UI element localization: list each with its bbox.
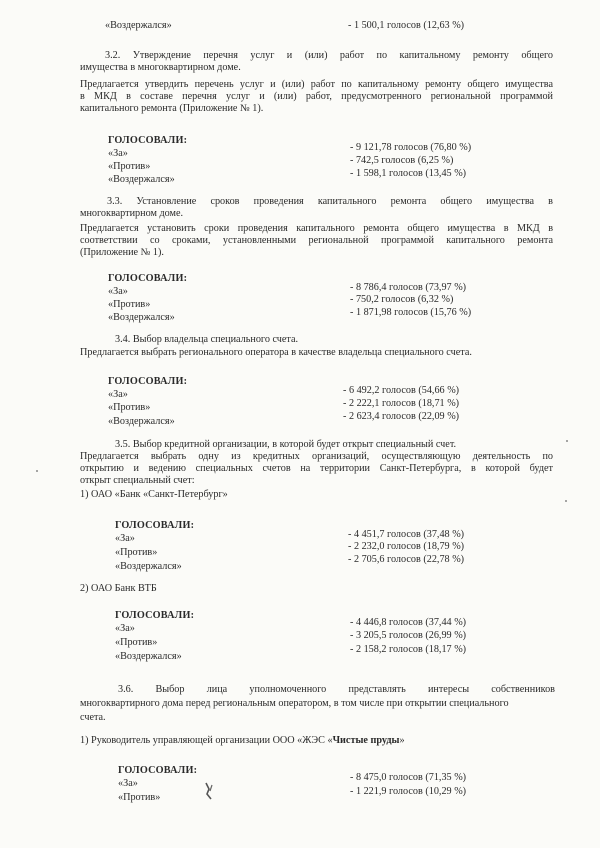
scan-speck — [565, 500, 567, 502]
section-3-2-title: 3.2. Утверждение перечня услуг и (или) работ по капитальному ремонту общего — [105, 50, 553, 61]
section-3-2-title-cont: имущества в многоквартирном доме. — [80, 62, 241, 73]
section-3-2-proposal-l2: в МКД в составе перечня услуг и (или) работ, предусмотренного региональной программой — [80, 91, 553, 102]
section-3-5-bank-1-for-label: «За» — [115, 533, 135, 544]
section-3-5-bank-2: 2) ОАО Банк ВТБ — [80, 583, 157, 594]
section-3-2-for-result: - 9 121,78 голосов (76,80 %) — [350, 142, 472, 153]
section-3-3-voted-heading: ГОЛОСОВАЛИ: — [108, 273, 188, 284]
section-3-2-proposal-l3: капитального ремонта (Приложение № 1). — [80, 103, 264, 114]
section-3-4-against-label: «Против» — [108, 402, 151, 413]
section-3-5-bank-1: 1) ОАО «Банк «Санкт-Петербург» — [80, 489, 228, 500]
section-3-3-abstain-label: «Воздержался» — [108, 312, 175, 323]
section-3-6-title-cont-2: счета. — [80, 712, 106, 723]
section-3-5-proposal-l1: Предлагается выбрать одну из кредитных организаций, осуществляющую деятельность по — [80, 451, 553, 462]
section-3-2-voted-heading: ГОЛОСОВАЛИ: — [108, 135, 188, 146]
section-3-6-against-label: «Против» — [118, 792, 161, 803]
section-3-3-for-label: «За» — [108, 286, 128, 297]
section-3-3-title-cont: многоквартирном доме. — [80, 208, 184, 219]
section-3-5-bank-2-voted-heading: ГОЛОСОВАЛИ: — [115, 610, 195, 621]
section-3-3-against-result: - 750,2 голосов (6,32 %) — [350, 294, 454, 305]
section-3-6-for-result: - 8 475,0 голосов (71,35 %) — [350, 772, 467, 783]
section-3-5-proposal-l2: открытию и ведению специальных счетов на территории Санкт-Петербурга, в которой будет — [80, 463, 553, 474]
section-3-5-bank-1-against-result: - 2 232,0 голосов (18,79 %) — [348, 541, 465, 552]
section-3-5-bank-2-for-label: «За» — [115, 623, 135, 634]
section-3-2-proposal-l1: Предлагается утвердить перечень услуг и (или) работ по капитальному ремонту общего имущества — [80, 79, 553, 90]
ink-smudge-mark — [200, 780, 220, 802]
section-3-5-bank-2-against-result: - 3 205,5 голосов (26,99 %) — [350, 630, 467, 641]
candidate-1-company-name: Чистые пруды — [332, 735, 400, 746]
section-3-4-proposal: Предлагается выбрать регионального оператора в качестве владельца специального счета. — [80, 347, 472, 358]
section-3-5-bank-2-against-label: «Против» — [115, 637, 158, 648]
candidate-1-suffix: » — [399, 735, 405, 746]
scan-speck — [566, 440, 568, 442]
section-3-4-title: 3.4. Выбор владельца специального счета. — [115, 334, 299, 345]
section-3-6-title-cont: многоквартирного дома перед региональным оператором, в том числе при открытии специального — [80, 698, 509, 709]
section-3-4-for-label: «За» — [108, 389, 128, 400]
section-3-2-against-label: «Против» — [108, 161, 151, 172]
section-3-6-against-result: - 1 221,9 голосов (10,29 %) — [350, 786, 467, 797]
section-3-5-title: 3.5. Выбор кредитной организации, в которой будет открыт специальный счет. — [115, 439, 457, 450]
section-3-4-against-result: - 2 222,1 голосов (18,71 %) — [343, 398, 460, 409]
section-3-4-for-result: - 6 492,2 голосов (54,66 %) — [343, 385, 460, 396]
section-3-4-abstain-label: «Воздержался» — [108, 416, 175, 427]
section-3-6-title: 3.6. Выбор лица уполномоченного представлять интересы собственников — [118, 684, 555, 695]
section-3-4-voted-heading: ГОЛОСОВАЛИ: — [108, 376, 188, 387]
section-3-5-bank-1-abstain-label: «Воздержался» — [115, 561, 182, 572]
section-3-2-abstain-result: - 1 598,1 голосов (13,45 %) — [350, 168, 467, 179]
section-3-5-bank-2-abstain-result: - 2 158,2 голосов (18,17 %) — [350, 644, 467, 655]
section-3-5-bank-1-against-label: «Против» — [115, 547, 158, 558]
section-3-5-bank-2-for-result: - 4 446,8 голосов (37,44 %) — [350, 617, 467, 628]
scan-speck — [36, 470, 38, 472]
section-3-3-for-result: - 8 786,4 голосов (73,97 %) — [350, 282, 467, 293]
top-abstain-result: - 1 500,1 голосов (12,63 %) — [348, 20, 465, 31]
section-3-5-bank-2-abstain-label: «Воздержался» — [115, 651, 182, 662]
section-3-3-proposal-l1: Предлагается установить сроки проведения капитального ремонта общего имущества в МКД в — [80, 223, 553, 234]
section-3-2-abstain-label: «Воздержался» — [108, 174, 175, 185]
section-3-3-title: 3.3. Установление сроков проведения капитального ремонта общего имущества в — [107, 196, 553, 207]
section-3-5-proposal-l3: открыт специальный счет: — [80, 475, 195, 486]
section-3-2-for-label: «За» — [108, 148, 128, 159]
section-3-5-bank-1-voted-heading: ГОЛОСОВАЛИ: — [115, 520, 195, 531]
section-3-3-proposal-l3: (Приложение № 1). — [80, 247, 164, 258]
section-3-5-bank-1-abstain-result: - 2 705,6 голосов (22,78 %) — [348, 554, 465, 565]
section-3-6-for-label: «За» — [118, 778, 138, 789]
top-abstain-label: «Воздержался» — [105, 20, 172, 31]
section-3-6-voted-heading: ГОЛОСОВАЛИ: — [118, 765, 198, 776]
section-3-5-bank-1-for-result: - 4 451,7 голосов (37,48 %) — [348, 529, 465, 540]
section-3-2-against-result: - 742,5 голосов (6,25 %) — [350, 155, 454, 166]
section-3-6-candidate-1 — [80, 735, 405, 748]
candidate-1-prefix: 1) Руководитель управляющей организации ООО «ЖЭС « — [80, 735, 333, 746]
section-3-3-against-label: «Против» — [108, 299, 151, 310]
section-3-3-proposal-l2: соответствии со сроками, установленными региональной программой капитального ремонта — [80, 235, 553, 246]
section-3-4-abstain-result: - 2 623,4 голосов (22,09 %) — [343, 411, 460, 422]
section-3-3-abstain-result: - 1 871,98 голосов (15,76 %) — [350, 307, 472, 318]
